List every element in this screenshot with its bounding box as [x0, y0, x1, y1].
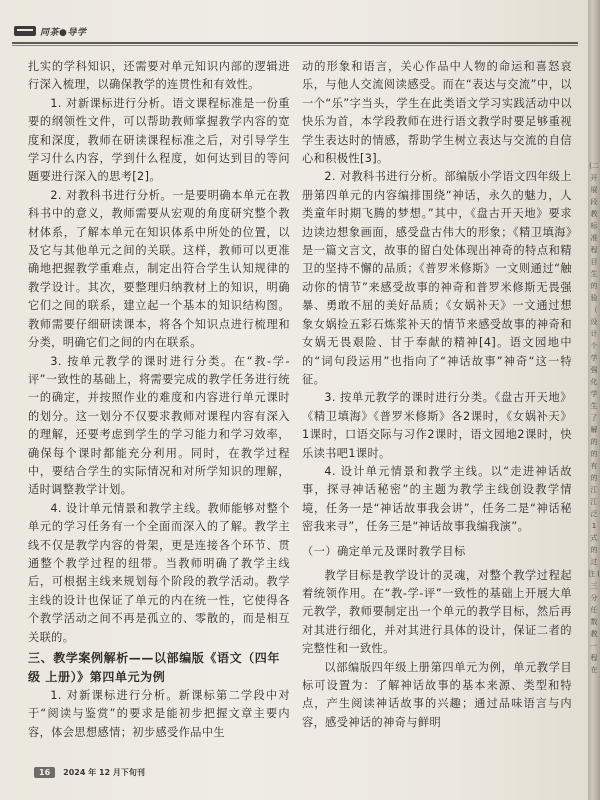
right-column	[302, 58, 572, 732]
paragraph: 3. 按单元教学的课时进行分类。《盘古开天地》《精卫填海》《普罗米修斯》各2课时，《女娲补天》1课时，口语交际与习作2课时，语文园地2课时，快乐读书吧1课时。	[302, 391, 572, 460]
header-title: 同茶●导学	[40, 27, 87, 38]
page-header	[14, 24, 86, 38]
paragraph: 以部编版四年级上册第四单元为例，单元教学目标可设置为：了解神话故事的基本来源、类型和特点，产生阅读神话故事的兴趣；通过品味语言与内容，感受神话的神奇与鲜明	[302, 660, 572, 729]
paragraph: 4. 设计单元情景和教学主线。教师能够对整个单元的学习任务有一个全面而深入的了解。教学主线不仅是教学内容的骨架，更是连接各个环节、贯通整个教学过程的纽带。当教师明确了教学主线后，可根据主线来规划每个阶段的教学活动。教学主线的设计也保证了单元的内在统一性，它使得各个教学活动之间不再是孤立的、零散的，而是相互关联的。	[28, 501, 290, 644]
paragraph: 2. 对教科书进行分析。一是要明确本单元在教科书中的意义，教师需要从宏观的角度研究整个教材体系，了解本单元在知识体系中所处的位置，以及它与其他单元之间的关联。这样，教师可以更准确地把握教学重难点，制定出符合学生认知规律的教学设计。其次，要整理归纳教材上的知识，明确它们之间的联系，建立起一个基本的知识结构图。教师需要仔细研读课本，将各个知识点进行梳理和分类，明确它们之间的内在联系。	[28, 188, 290, 350]
paragraph: 1. 对新课标进行分析。新课标第二学段中对于“阅读与鉴赏”的要求是能初步把握文章主要内容，体会思想感情；初步感受作品中生	[28, 689, 290, 739]
paragraph: 4. 设计单元情景和教学主线。以“走进神话故事，探寻神话秘密”的主题为教学主线创设教学情境，任务一是“神话故事我会讲”，任务二是“神话秘密我来寻”，任务三是“神话故事我编我演”。	[302, 464, 572, 534]
issue-date: 2024 年 12 月下旬刊	[63, 768, 145, 777]
page-footer	[34, 767, 145, 778]
page-number: 16	[34, 767, 55, 778]
journal-logo-icon	[14, 26, 36, 36]
paragraph: 1. 对新课标进行分析。语文课程标准是一份重要的纲领性文件，可以帮助教师掌握教学内容的宽度和深度，教师在研读课程标准之后，对引导学生学习什么内容，学到什么程度，如何达到目的等问题要进行深入的思考[2]。	[28, 96, 290, 184]
paragraph: 2. 对教科书进行分析。部编版小学语文四年级上册第四单元的内容编排围绕“神话，永久的魅力，人类童年时期飞腾的梦想。”其中，《盘古开天地》要求边读边想象画面，感受盘古伟大的形象；《精卫填海》是一篇文言文，故事的留白处体现出神奇的特点和精卫的坚持不懈的品质；《普罗米修斯》一文则通过“触动你的情节”来感受故事的神奇和普罗米修斯无畏强暴、勇敢不屈的美好品质；《女娲补天》一文通过想象女娲捡五彩石炼浆补天的情节来感受故事的神奇和女娲无畏艰险、甘于奉献的精神[4]。语文园地中的“词句段运用”也指向了“神话故事”神奇“这一特征。	[302, 170, 572, 386]
section-heading: 三、教学案例解析——以部编版《语文（四年级 上册）》第四单元为例	[28, 651, 281, 684]
paragraph: 教学目标是教学设计的灵魂，对整个教学过程起着统领作用。在“教-学-评”一致性的基础上开展大单元教学，教师要制定出一个单元的教学目标，然后再对其进行细化，并对其进行具体的设计，保证二者的完整性和一致性。	[302, 568, 572, 656]
paragraph: 3. 按单元教学的课时进行分类。在“教-学-评”一致性的基础上，将需要完成的教学任务进行统一的确定，并按照作业的难度和内容进行单元课时的划分。这一划分不仅要求教师对课程内容有深入的理解，还要考虑到学生的学习能力和学习效率，确保每个课时都能充分利用。同时，在教学过程中，要结合学生的实际情况和对所学知识的理解，适时调整教学计划。	[28, 354, 290, 497]
paragraph: 扎实的学科知识，还需要对单元知识内部的逻辑进行深入梳理，以确保教学的连贯性和有效性。	[28, 60, 290, 92]
header-rule	[12, 42, 578, 44]
paragraph: 动的形象和语言，关心作品中人物的命运和喜怒哀乐，与他人交流阅读感受。而在“表达与交流”中，以一个“乐”字当头，学生在此类语文学习实践活动中以快乐为首，本学段教师在进行语文教学时要足够重视学生表达时的情感，帮助学生树立表达与交流的自信心和积极性[3]。	[302, 60, 572, 166]
header-rule-thin	[12, 45, 578, 46]
left-column	[28, 58, 290, 742]
subsection-heading: （一）确定单元及课时教学目标	[302, 544, 466, 558]
facing-page-edge-text: (二 开展 段教 标准 程目 生的 验 （ 设计 个学 强化 学生 了解 的的 有的 江 江泛 1 式的 过 注 ( 三 分 任 数 教 一 程 在	[588, 162, 600, 674]
